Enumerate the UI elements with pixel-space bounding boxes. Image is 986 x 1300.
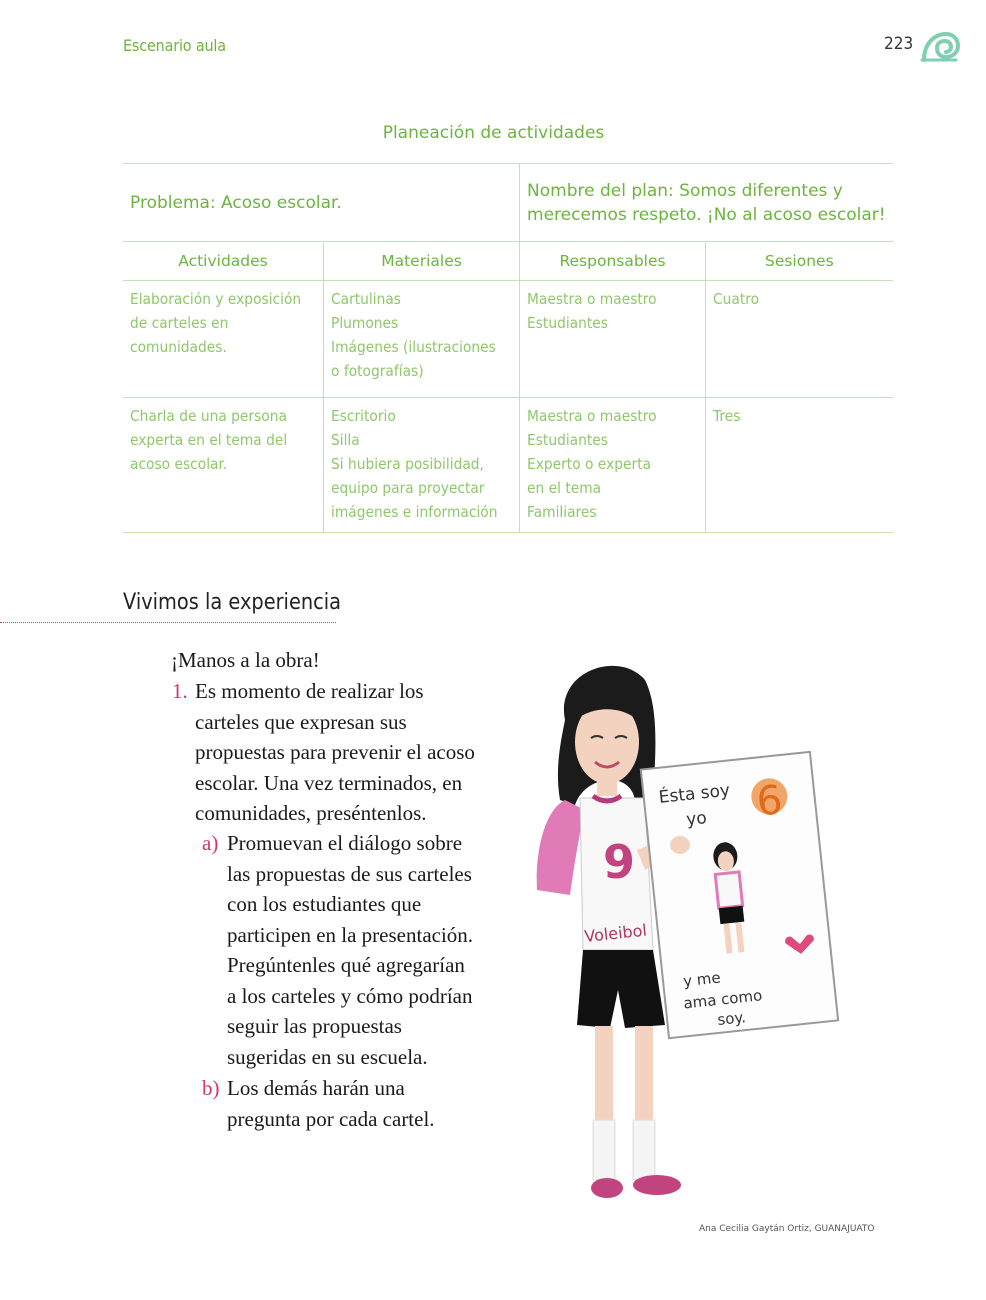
cell-sesiones	[706, 281, 893, 398]
cell-line: Tres	[713, 407, 741, 425]
cell-sesiones	[706, 398, 893, 533]
text-line: escolar. Una vez terminados, en	[195, 770, 463, 795]
text-line: sugeridas en su escuela.	[227, 1044, 428, 1069]
plan-name-line: merecemos respeto. ¡No al acoso escolar!	[527, 204, 886, 225]
cell-actividades	[123, 398, 324, 533]
cell-line: Cuatro	[713, 290, 760, 308]
poster-number: 6	[754, 777, 785, 826]
text-line: las propuestas de sus carteles	[227, 861, 472, 886]
item-label: a)	[202, 831, 219, 855]
cell-line: Maestra o maestro	[527, 407, 657, 425]
cell-line: acoso escolar.	[130, 455, 228, 473]
poster-line: soy.	[716, 1008, 747, 1029]
text-line: Pregúntenles qué agregarían	[227, 953, 465, 977]
problem-text: Problema: Acoso escolar.	[130, 192, 342, 213]
cell-line: Cartulinas	[331, 290, 402, 308]
cell-line: Imágenes (ilustraciones	[331, 338, 496, 356]
text-line: con los estudiantes que	[227, 892, 422, 916]
cell-line: Maestra o maestro	[527, 290, 657, 308]
poster-line: yo	[685, 808, 708, 831]
poster-line: ama como	[682, 986, 763, 1013]
cell-line: experta en el tema del	[130, 431, 288, 449]
column-header-materiales: Materiales	[324, 242, 520, 281]
intro-text: ¡Manos a la obra!	[171, 648, 320, 672]
cell-responsables	[520, 281, 706, 398]
cell-line: Silla	[331, 431, 360, 449]
cell-line: Estudiantes	[527, 314, 608, 332]
cell-line: equipo para proyectar	[331, 479, 485, 497]
shirt-number: 9	[603, 835, 636, 889]
text-line: carteles que expresan sus	[195, 709, 407, 734]
text-line: comunidades, preséntenlos.	[195, 801, 427, 825]
section-divider	[0, 622, 336, 623]
table-title: Planeación de actividades	[382, 123, 605, 143]
item-b-text	[227, 1073, 517, 1134]
item-1-text	[195, 676, 515, 829]
cell-line: Estudiantes	[527, 431, 608, 449]
column-header-sesiones: Sesiones	[706, 242, 893, 281]
cell-line: Charla de una persona	[130, 407, 287, 425]
cell-materiales	[324, 398, 520, 533]
page-number: 223	[884, 34, 914, 54]
section-label: Escenario aula	[123, 36, 226, 55]
cell-line: de carteles en	[130, 314, 229, 332]
cell-line: Escritorio	[331, 407, 396, 425]
poster-line: y me	[682, 968, 722, 991]
item-a-text	[227, 828, 517, 1072]
item-label: b)	[202, 1076, 220, 1100]
plan-name-line: Nombre del plan: Somos diferentes y	[527, 180, 843, 201]
item-number: 1.	[172, 679, 188, 703]
text-line: a los carteles y cómo podrían	[227, 983, 473, 1008]
text-line: Los demás harán una	[227, 1076, 405, 1100]
student-drawing-illustration	[525, 650, 845, 1240]
activities-plan-table	[123, 163, 893, 533]
cell-line: comunidades.	[130, 338, 227, 356]
cell-materiales	[324, 281, 520, 398]
text-line: Promuevan el diálogo sobre	[227, 831, 463, 855]
cell-actividades	[123, 281, 324, 398]
cell-line: en el tema	[527, 479, 602, 497]
column-header-responsables: Responsables	[520, 242, 706, 281]
section-heading: Vivimos la experiencia	[123, 590, 342, 615]
cell-line: Si hubiera posibilidad,	[331, 455, 484, 473]
cell-line: o fotografías)	[331, 362, 424, 380]
problem-cell	[123, 164, 520, 242]
plan-name-cell	[520, 164, 893, 242]
cell-responsables	[520, 398, 706, 533]
cell-line: Elaboración y exposición	[130, 290, 302, 308]
poster-line: Ésta soy	[657, 780, 731, 808]
column-header-actividades: Actividades	[123, 242, 324, 281]
text-line: seguir las propuestas	[227, 1014, 402, 1038]
snail-spiral-icon	[920, 30, 960, 62]
table-row	[123, 398, 893, 533]
text-line: propuestas para prevenir el acoso	[195, 740, 475, 764]
illustration-credit: Ana Cecilia Gaytán Ortiz, GUANAJUATO	[699, 1224, 875, 1234]
cell-line: imágenes e información	[331, 503, 498, 521]
text-line: participen en la presentación.	[227, 922, 474, 947]
cell-line: Plumones	[331, 314, 399, 332]
table-row	[123, 281, 893, 398]
text-line: Es momento de realizar los	[195, 679, 424, 703]
shirt-text: Voleibol	[583, 920, 648, 946]
cell-line: Experto o experta	[527, 455, 652, 473]
cell-line: Familiares	[527, 503, 597, 521]
text-line: pregunta por cada cartel.	[227, 1106, 435, 1131]
